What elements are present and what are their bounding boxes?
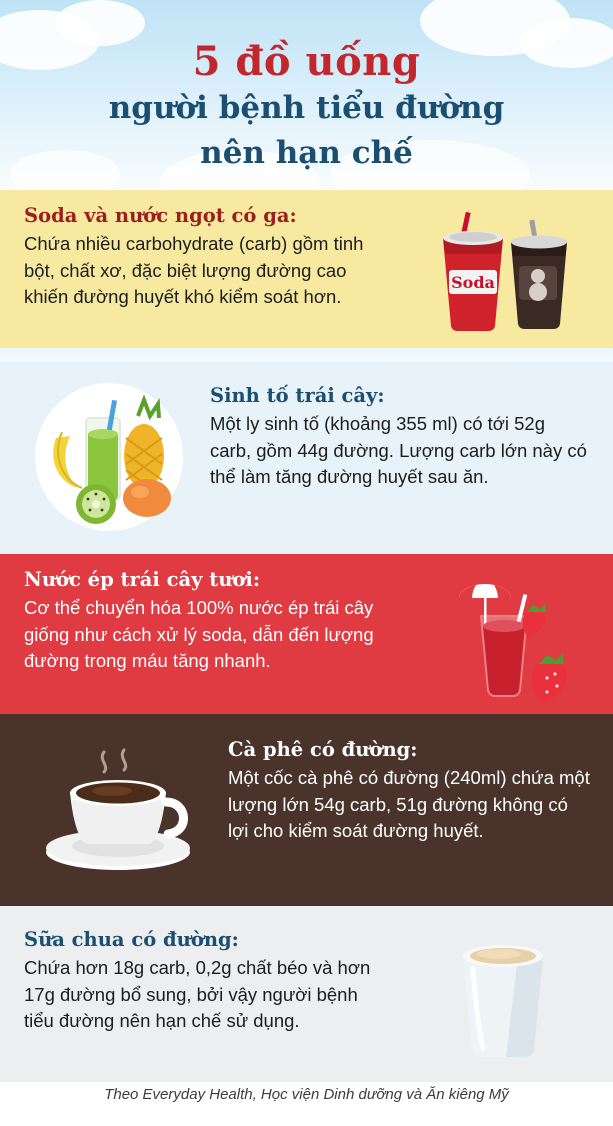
section-soda-heading: Soda và nước ngọt có ga:	[24, 204, 297, 227]
section-yogurt-heading: Sữa chua có đường:	[24, 928, 239, 951]
title-line-3: nên hạn chế	[200, 134, 413, 171]
section-coffee	[0, 714, 613, 906]
section-coffee-body: Một cốc cà phê có đường (240ml) chứa một lượng lớn 54g carb, 51g đường không có lợi cho kiểm soát đường huyết.	[228, 767, 590, 841]
yogurt-cup-illustration	[433, 932, 573, 1062]
sky-divider	[0, 348, 613, 362]
title-line-2: người bệnh tiểu đường	[108, 90, 505, 127]
page-title	[0, 40, 613, 173]
section-coffee-heading: Cà phê có đường:	[228, 738, 418, 761]
coffee-cup-illustration	[28, 740, 208, 880]
soda-cups-illustration	[419, 210, 579, 335]
section-juice-body: Cơ thể chuyển hóa 100% nước ép trái cây giống như cách xử lý soda, dẫn đến lượng đường trong máu tăng nhanh.	[24, 597, 374, 671]
fruit-smoothie-illustration	[34, 382, 184, 532]
section-juice-text	[24, 568, 404, 674]
section-soda	[0, 190, 613, 348]
source-credit: Theo Everyday Health, Học viện Dinh dưỡng và Ăn kiêng Mỹ	[104, 1086, 509, 1103]
section-smoothie	[0, 362, 613, 554]
section-juice	[0, 554, 613, 714]
section-soda-text	[24, 204, 394, 310]
section-yogurt-body: Chứa hơn 18g carb, 0,2g chất béo và hơn 17g đường bổ sung, bởi vậy người bệnh tiểu đường nên hạn chế sử dụng.	[24, 957, 371, 1031]
section-smoothie-heading: Sinh tố trái cây:	[210, 384, 385, 407]
strawberry-juice-illustration	[423, 568, 583, 703]
section-yogurt	[0, 906, 613, 1082]
title-line-1: 5 đồ uống	[192, 38, 421, 85]
section-soda-body: Chứa nhiều carbohydrate (carb) gồm tinh bột, chất xơ, đặc biệt lượng đường cao khiến đường huyết khó kiểm soát hơn.	[24, 233, 364, 307]
section-smoothie-body: Một ly sinh tố (khoảng 355 ml) có tới 52g carb, gồm 44g đường. Lượng carb lớn này có thể làm tăng đường huyết sau ăn.	[210, 413, 587, 487]
svg-text:Soda: Soda	[451, 273, 495, 292]
section-coffee-text	[228, 738, 590, 844]
section-juice-heading: Nước ép trái cây tươi:	[24, 568, 261, 591]
section-smoothie-text	[210, 384, 588, 490]
section-yogurt-text	[24, 928, 392, 1034]
